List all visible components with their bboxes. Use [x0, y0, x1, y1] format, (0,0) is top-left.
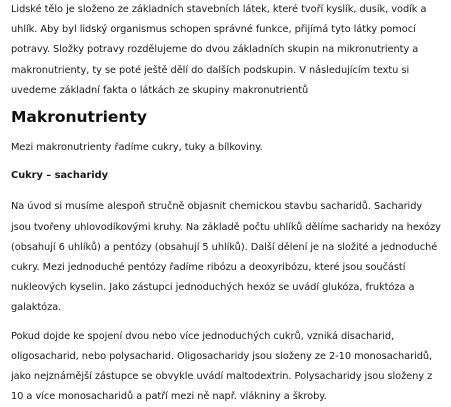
section-lead-paragraph: Mezi makronutrienty řadíme cukry, tuky a bílkoviny. [11, 142, 263, 154]
subsection-heading: Cukry – sacharidy [11, 170, 109, 182]
saccharides-paragraph: Pokud dojde ke spojení dvou nebo více jednoduchých cukrů, vzniká disacharid, oligosacharid, nebo polysacharid. Oligosacharidy jsou složeny ze 2-10 monosacharidů, jako nejznámější zástupce se obvykle uvádí maltodextrin. Polysacharidy jsou složeny z 10 a více monosacharidů a patří mezi ně např. vlákniny a škroby. [11, 330, 433, 403]
carbohydrates-paragraph: Na úvod si musíme alespoň stručně objasnit chemickou stavbu sacharidů. Sacharidy jsou tvořeny uhlovodíkovými kruhy. Na základě počtu uhlíků dělíme sacharidy na hexózy (obsahují 6 uhlíků) a pentózy (obsahují 5 uhlíků). Další dělení je na složité a jednoduché cukry. Mezi jednoduché pentózy řadíme ribózu a deoxyribózu, které jsou součástí nukleových kyselin. Jako zástupci jednoduchých hexóz se uvádí glukóza, fruktóza a galaktóza. [11, 201, 441, 314]
intro-paragraph: Lidské tělo je složeno ze základních stavebních látek, které tvoří kyslík, dusík, vodík a uhlík. Aby byl lidský organismus schopen správné funkce, přijímá tyto látky pomocí potravy. Složky potravy rozdělujeme do dvou základních skupin na mikronutrienty a makronutrienty, ty se poté ještě dělí do dalších podskupin. V následujícím textu si uvedeme základní fakta o látkách ze skupiny makronutrientů [11, 4, 427, 96]
section-heading: Makronutrienty [11, 108, 147, 127]
